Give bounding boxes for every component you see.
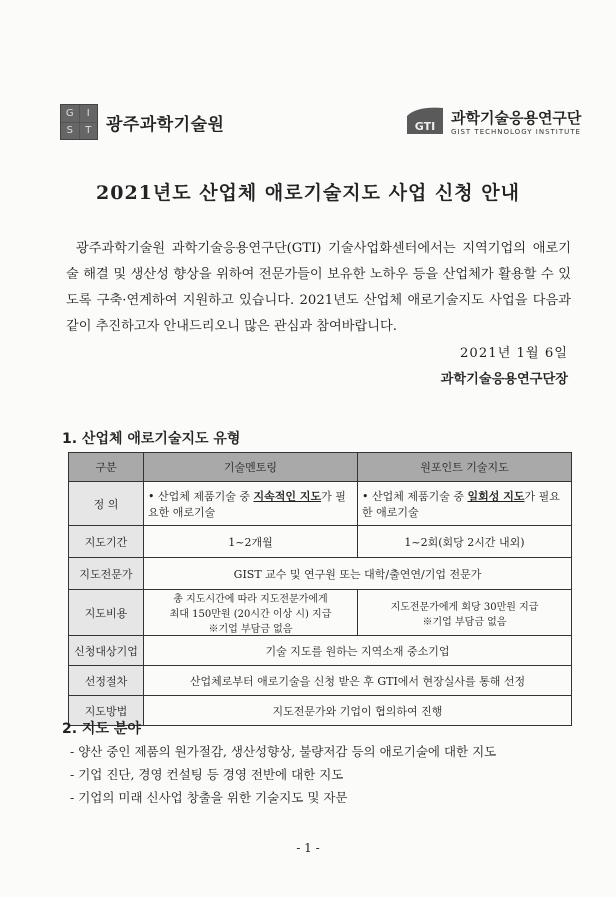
table-row	[69, 558, 572, 590]
gist-logo	[60, 104, 224, 140]
table-header-row	[69, 453, 572, 482]
list-item: - 기업 진단, 경영 컨설팅 등 경영 전반에 대한 지도	[70, 767, 344, 782]
gti-badge-icon	[405, 106, 445, 136]
gti-org-name-eng: GIST TECHNOLOGY INSTITUTE	[451, 127, 581, 136]
row-label: 신청대상기업	[69, 636, 144, 666]
table-header: 구분	[69, 453, 144, 482]
row-label: 지도비용	[69, 590, 144, 636]
table-cell: • 산업체 제품기술 중 일회성 지도가 필요한 애로기술	[358, 482, 572, 526]
table-cell: 1~2개월	[144, 526, 358, 558]
list-item: - 기업의 미래 신사업 창출을 위한 기술지도 및 자문	[70, 790, 348, 805]
table-cell: 산업체로부터 애로기술을 신청 받은 후 GTI에서 현장실사를 통해 선정	[144, 666, 572, 696]
row-label: 선정절차	[69, 666, 144, 696]
guidance-type-table	[68, 452, 572, 726]
gti-logo	[405, 106, 581, 136]
gist-org-name: 광주과학기술원	[106, 114, 225, 135]
table-row	[69, 636, 572, 666]
issue-date: 2021년 1월 6일	[460, 346, 568, 361]
table-cell: GIST 교수 및 연구원 또는 대학/출연연/기업 전문가	[144, 558, 572, 590]
row-label: 정 의	[69, 482, 144, 526]
row-label: 지도전문가	[69, 558, 144, 590]
table-cell: 총 지도시간에 따라 지도전문가에게 최대 150만원 (20시간 이상 시) 지급 ※기업 부담금 없음	[144, 590, 358, 636]
gist-emblem-icon	[60, 104, 98, 140]
logo-letter: S	[61, 123, 79, 140]
logo-letter: T	[80, 123, 98, 140]
gti-org-name-kor: 과학기술응용연구단	[451, 108, 582, 127]
table-cell: 지도전문가와 기업이 협의하여 진행	[144, 696, 572, 726]
table-cell: 1~2회(회당 2시간 내외)	[358, 526, 572, 558]
table-cell: 기술 지도를 원하는 지역소재 중소기업	[144, 636, 572, 666]
logo-letter: G	[61, 105, 79, 122]
row-label: 지도기간	[69, 526, 144, 558]
page-number: - 1 -	[296, 841, 320, 855]
table-row	[69, 696, 572, 726]
signer: 과학기술응용연구단장	[440, 372, 568, 387]
document-title: 2021년도 산업체 애로기술지도 사업 신청 안내	[96, 182, 520, 204]
table-row	[69, 590, 572, 636]
table-cell: 지도전문가에게 회당 30만원 지급 ※기업 부담금 없음	[358, 590, 572, 636]
list-item: - 양산 중인 제품의 원가절감, 생산성향상, 불량저감 등의 애로기술에 대한 지도	[70, 744, 497, 759]
section1-heading: 1. 산업체 애로기술지도 유형	[62, 431, 241, 447]
table-row	[69, 526, 572, 558]
table-row	[69, 482, 572, 526]
logo-letter: I	[80, 105, 98, 122]
intro-paragraph: 광주과학기술원 과학기술응용연구단(GTI) 기술사업화센터에서는 지역기업의 애로기술 해결 및 생산성 향상을 위하여 전문가들이 보유한 노하우 등을 산업체가 활용할 수 있도록 구축·연계하여 지원하고 있습니다. 2021년도 산업체 애로기술지도 사업을 다음과 같이 추진하고자 안내드리오니 많은 관심과 참여바랍니다.	[66, 241, 571, 334]
table-header: 원포인트 기술지도	[358, 453, 572, 482]
section2-heading: 2. 지도 분야	[62, 721, 141, 737]
table-header: 기술멘토링	[144, 453, 358, 482]
table-cell: • 산업체 제품기술 중 지속적인 지도가 필요한 애로기술	[144, 482, 358, 526]
section2-list	[70, 740, 496, 809]
svg-text:GTI: GTI	[414, 120, 436, 133]
row-label: 지도방법	[69, 696, 144, 726]
table-row	[69, 666, 572, 696]
